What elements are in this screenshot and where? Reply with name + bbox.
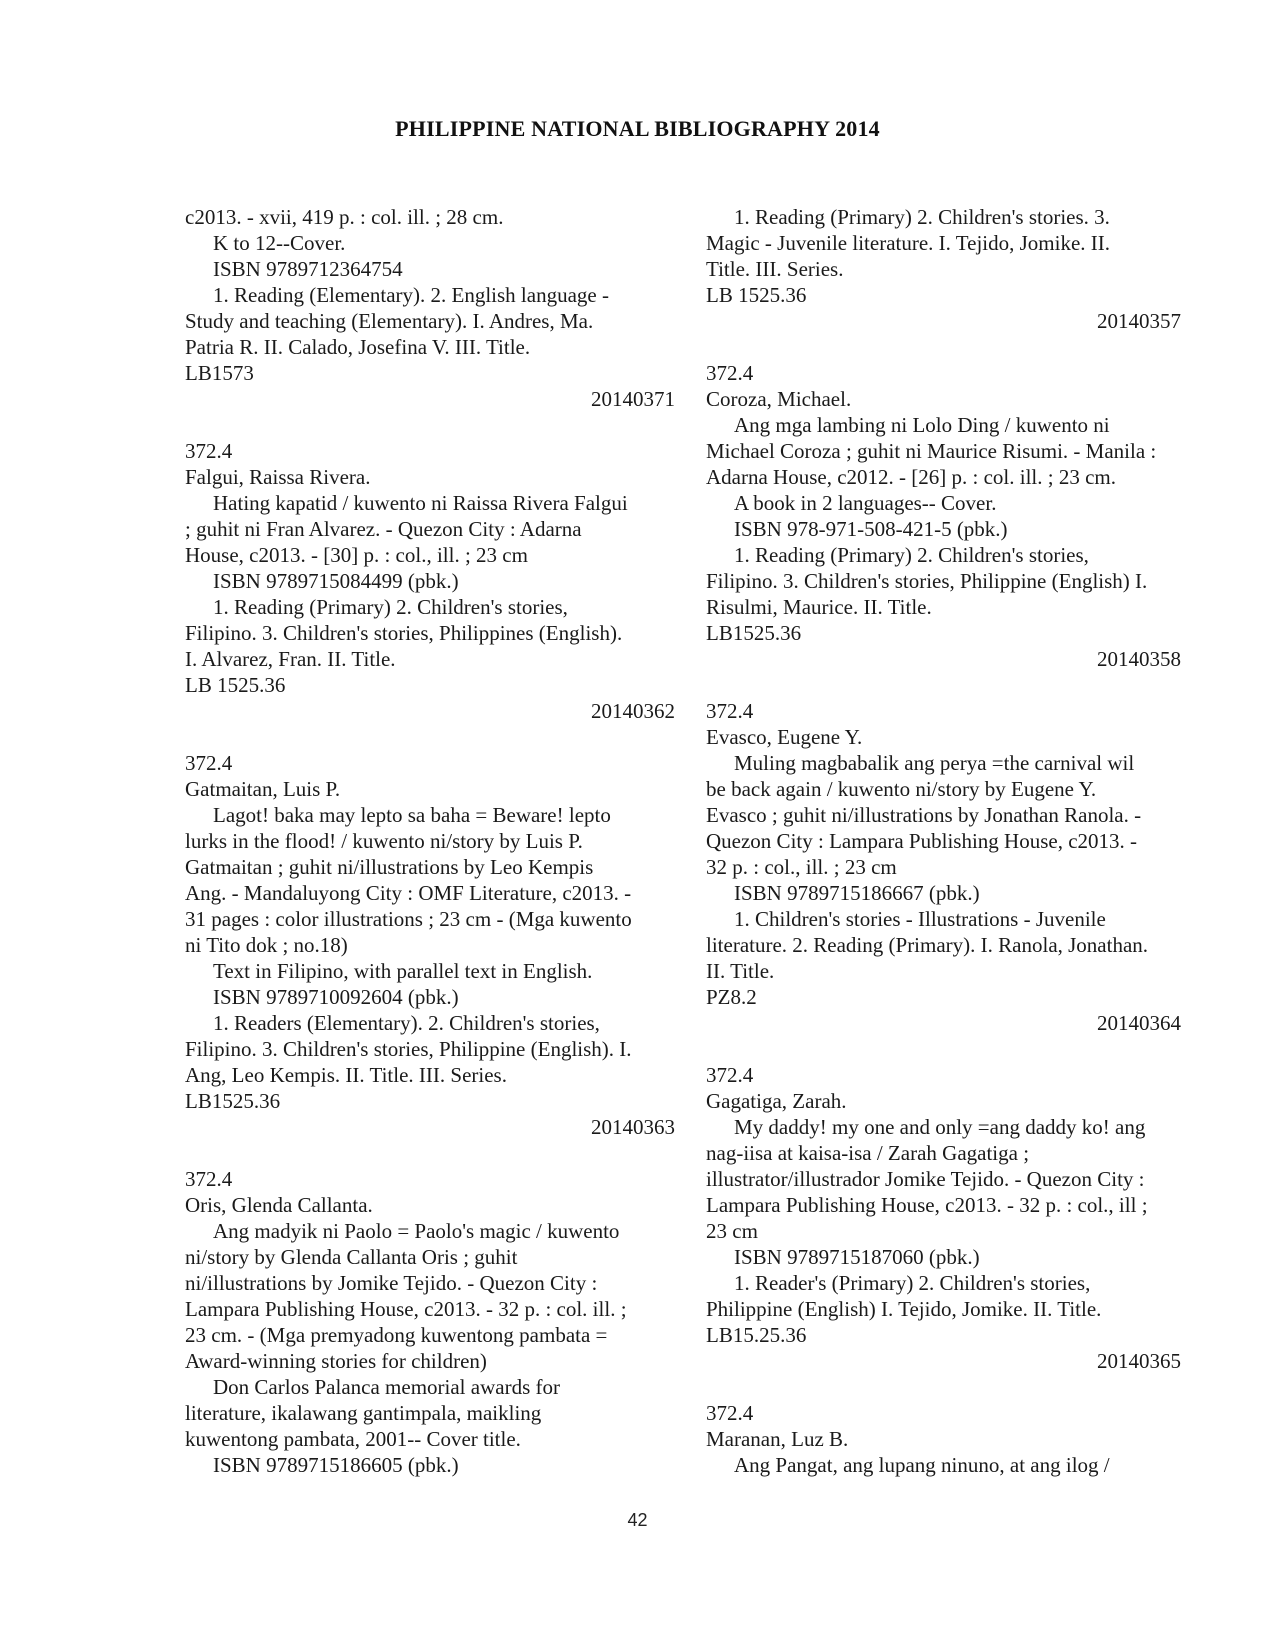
record-number: 20140363	[591, 1115, 675, 1139]
entry-line: Ang mga lambing ni Lolo Ding / kuwento ni	[734, 413, 1110, 437]
entry-line: PZ8.2	[706, 985, 757, 1009]
entry-line: Coroza, Michael.	[706, 387, 852, 411]
entry-line: Hating kapatid / kuwento ni Raissa Rivera Falgui	[213, 491, 628, 515]
entry-line: 31 pages : color illustrations ; 23 cm - (Mga kuwento	[185, 907, 632, 931]
entry-line: illustrator/illustrador Jomike Tejido. - Quezon City :	[706, 1167, 1145, 1191]
entry-line: Gatmaitan ; guhit ni/illustrations by Leo Kempis	[185, 855, 594, 879]
entry-line: ISBN 9789715186605 (pbk.)	[213, 1453, 459, 1477]
entry-line: Ang Pangat, ang lupang ninuno, at ang ilog /	[734, 1453, 1110, 1477]
entry-separator	[706, 334, 1181, 360]
entry-line: Evasco, Eugene Y.	[706, 725, 863, 749]
entry-line: ISBN 9789715186667 (pbk.)	[734, 881, 980, 905]
entry-line: 1. Reader's (Primary) 2. Children's stories,	[734, 1271, 1091, 1295]
entry-line: be back again / kuwento ni/story by Eugene Y.	[706, 777, 1097, 801]
entry-line: 372.4	[185, 1167, 233, 1191]
entry-line: Oris, Glenda Callanta.	[185, 1193, 373, 1217]
entry-line: House, c2013. - [30] p. : col., ill. ; 23 cm	[185, 543, 528, 567]
entry-line: Ang. - Mandaluyong City : OMF Literature, c2013. -	[185, 881, 632, 905]
entry-line: Quezon City : Lampara Publishing House, c2013. -	[706, 829, 1138, 853]
entry-line: Award-winning stories for children)	[185, 1349, 487, 1373]
entry-line: 23 cm. - (Mga premyadong kuwentong pambata =	[185, 1323, 608, 1347]
entry-line: A book in 2 languages-- Cover.	[734, 491, 997, 515]
entry-line: 32 p. : col., ill. ; 23 cm	[706, 855, 897, 879]
entry-line: Lampara Publishing House, c2013. - 32 p. : col., ill ;	[706, 1193, 1148, 1217]
entry-line: 372.4	[706, 699, 754, 723]
entry-line: ISBN 9789715187060 (pbk.)	[734, 1245, 980, 1269]
entry-line: 1. Reading (Primary) 2. Children's stories,	[734, 543, 1089, 567]
entry-line: kuwentong pambata, 2001-- Cover title.	[185, 1427, 521, 1451]
entry-line: ni/illustrations by Jomike Tejido. - Quezon City :	[185, 1271, 598, 1295]
entry-separator	[185, 724, 675, 750]
entry-line: 372.4	[185, 751, 233, 775]
entry-line: Filipino. 3. Children's stories, Philippines (English).	[185, 621, 623, 645]
entry-line: K to 12--Cover.	[213, 231, 346, 255]
record-number: 20140364	[1097, 1011, 1181, 1035]
entry-line: 372.4	[706, 1063, 754, 1087]
left-column	[185, 204, 675, 1478]
entry-line: ISBN 9789712364754	[213, 257, 403, 281]
entry-line: 1. Children's stories - Illustrations - Juvenile	[734, 907, 1106, 931]
entry-separator	[185, 1140, 675, 1166]
entry-line: Don Carlos Palanca memorial awards for	[213, 1375, 560, 1399]
entry-line: Evasco ; guhit ni/illustrations by Jonathan Ranola. -	[706, 803, 1142, 827]
entry-line: Michael Coroza ; guhit ni Maurice Risumi. - Manila :	[706, 439, 1157, 463]
entry-separator	[706, 1374, 1181, 1400]
entry-line: lurks in the flood! / kuwento ni/story by Luis P.	[185, 829, 583, 853]
entry-line: Lagot! baka may lepto sa baha = Beware! lepto	[213, 803, 611, 827]
page-number: 42	[627, 1510, 648, 1530]
entry-line: literature, ikalawang gantimpala, maikling	[185, 1401, 542, 1425]
entry-line: 372.4	[185, 439, 233, 463]
entry-line: Filipino. 3. Children's stories, Philippine (English) I.	[706, 569, 1148, 593]
entry-line: literature. 2. Reading (Primary). I. Ranola, Jonathan.	[706, 933, 1149, 957]
entry-line: ISBN 9789715084499 (pbk.)	[213, 569, 459, 593]
entry-line: ni/story by Glenda Callanta Oris ; guhit	[185, 1245, 518, 1269]
entry-line: Risulmi, Maurice. II. Title.	[706, 595, 932, 619]
entry-line: nag-iisa at kaisa-isa / Zarah Gagatiga ;	[706, 1141, 1030, 1165]
entry-line: Philippine (English) I. Tejido, Jomike. II. Title.	[706, 1297, 1102, 1321]
right-column	[706, 204, 1181, 1478]
record-number: 20140365	[1097, 1349, 1181, 1373]
entry-line: 23 cm	[706, 1219, 758, 1243]
entry-line: ni Tito dok ; no.18)	[185, 933, 348, 957]
entry-line: ; guhit ni Fran Alvarez. - Quezon City : Adarna	[185, 517, 582, 541]
page-title: PHILIPPINE NATIONAL BIBLIOGRAPHY 2014	[395, 116, 880, 141]
entry-line: LB1525.36	[706, 621, 802, 645]
entry-line: 1. Reading (Primary) 2. Children's stories,	[213, 595, 568, 619]
entry-line: ISBN 9789710092604 (pbk.)	[213, 985, 459, 1009]
entry-line: Falgui, Raissa Rivera.	[185, 465, 371, 489]
record-number: 20140357	[1097, 309, 1181, 333]
entry-line: 372.4	[706, 361, 754, 385]
entry-line: Gatmaitan, Luis P.	[185, 777, 341, 801]
entry-line: Adarna House, c2012. - [26] p. : col. ill. ; 23 cm.	[706, 465, 1116, 489]
entry-line: Maranan, Luz B.	[706, 1427, 849, 1451]
entry-line: 1. Reading (Elementary). 2. English language -	[213, 283, 609, 307]
entry-line: LB1573	[185, 361, 254, 385]
entry-line: Lampara Publishing House, c2013. - 32 p. : col. ill. ;	[185, 1297, 627, 1321]
entry-separator	[706, 672, 1181, 698]
entry-line: ISBN 978-971-508-421-5 (pbk.)	[734, 517, 1008, 541]
entry-line: Muling magbabalik ang perya =the carnival wil	[734, 751, 1135, 775]
entry-separator	[185, 412, 675, 438]
entry-line: c2013. - xvii, 419 p. : col. ill. ; 28 cm.	[185, 205, 504, 229]
record-number: 20140358	[1097, 647, 1181, 671]
entry-line: 1. Reading (Primary) 2. Children's stories. 3.	[734, 205, 1110, 229]
entry-line: LB 1525.36	[706, 283, 807, 307]
entry-line: 372.4	[706, 1401, 754, 1425]
entry-line: LB 1525.36	[185, 673, 286, 697]
entry-line: Ang madyik ni Paolo = Paolo's magic / kuwento	[213, 1219, 620, 1243]
entry-line: Gagatiga, Zarah.	[706, 1089, 847, 1113]
entry-line: LB1525.36	[185, 1089, 281, 1113]
entry-line: Study and teaching (Elementary). I. Andres, Ma.	[185, 309, 594, 333]
entry-line: I. Alvarez, Fran. II. Title.	[185, 647, 396, 671]
entry-line: Filipino. 3. Children's stories, Philippine (English). I.	[185, 1037, 632, 1061]
entry-line: II. Title.	[706, 959, 775, 983]
entry-line: Title. III. Series.	[706, 257, 844, 281]
entry-line: Patria R. II. Calado, Josefina V. III. Title.	[185, 335, 531, 359]
entry-line: Text in Filipino, with parallel text in English.	[213, 959, 593, 983]
entry-line: LB15.25.36	[706, 1323, 807, 1347]
record-number: 20140371	[591, 387, 675, 411]
entry-separator	[706, 1036, 1181, 1062]
record-number: 20140362	[591, 699, 675, 723]
entry-line: Ang, Leo Kempis. II. Title. III. Series.	[185, 1063, 507, 1087]
entry-line: 1. Readers (Elementary). 2. Children's stories,	[213, 1011, 600, 1035]
entry-line: My daddy! my one and only =ang daddy ko! ang	[734, 1115, 1146, 1139]
entry-line: Magic - Juvenile literature. I. Tejido, Jomike. II.	[706, 231, 1111, 255]
